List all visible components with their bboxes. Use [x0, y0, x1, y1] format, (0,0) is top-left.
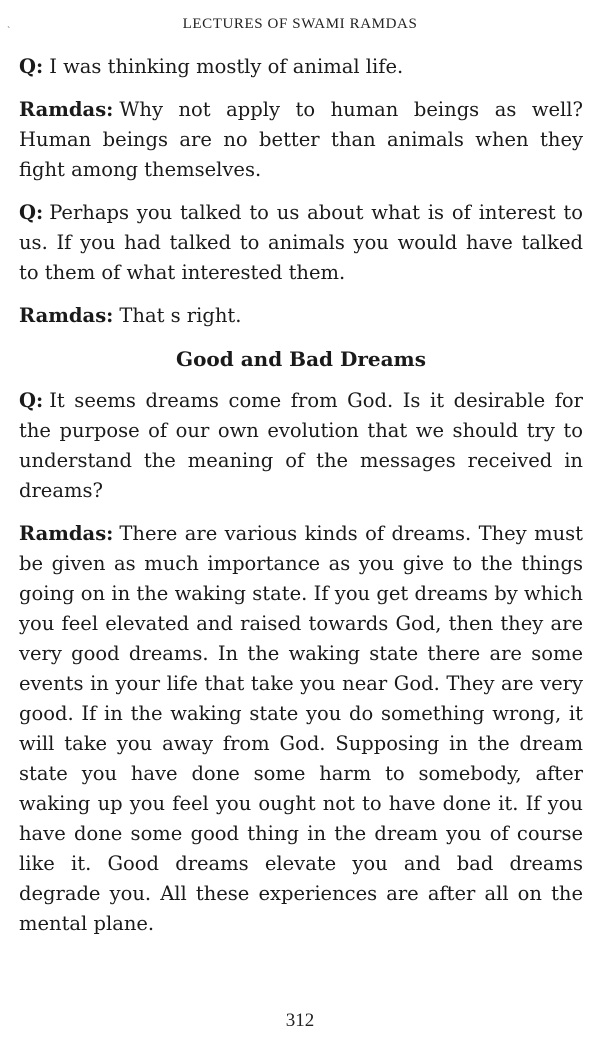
dialogue-paragraph [19, 301, 583, 331]
speaker-label: Q: [19, 201, 44, 224]
dialogue-paragraph [19, 519, 583, 939]
paragraph-text: There are various kinds of dreams. They must be given as much importance as you give to the things going on in the waking state. If you get dreams by which you feel elevated and raised towards God, then they are very good dreams. In the waking state there are some events in your life that take you near God. They are very good. If in the waking state you do something wrong, it will take you away from God. Supposing in the dream state you have done some harm to somebody, after waking up you feel you ought not to have done it. If you have done some good thing in the dream you of course like it. Good dreams elevate you and bad dreams degrade you. All these experiences are after all on the mental plane. [19, 522, 583, 935]
paragraph-text: That s right. [119, 304, 242, 327]
speaker-label: Ramdas: [19, 98, 114, 121]
running-head: LECTURES OF SWAMI RAMDAS [182, 16, 418, 32]
speaker-label: Q: [19, 55, 44, 78]
dialogue-paragraph [19, 95, 583, 185]
section-heading: Good and Bad Dreams [176, 347, 426, 371]
paragraph-text: Perhaps you talked to us about what is of interest to us. If you had talked to animals you would have talked to them of what interested them. [19, 201, 583, 284]
page-number: 312 [285, 1010, 315, 1031]
dialogue-paragraph [19, 198, 583, 288]
speaker-label: Ramdas: [19, 522, 114, 545]
paragraph-text: Why not apply to human beings as well? Human beings are no better than animals when they fight among themselves. [19, 98, 583, 181]
body-text [19, 52, 583, 952]
speaker-label: Q: [19, 389, 44, 412]
dialogue-paragraph [19, 52, 583, 82]
paragraph-text: I was thinking mostly of animal life. [49, 55, 404, 78]
corner-mark: ` [7, 26, 11, 37]
speaker-label: Ramdas: [19, 304, 114, 327]
paragraph-text: It seems dreams come from God. Is it desirable for the purpose of our own evolution that we should try to understand the meaning of the messages received in dreams? [19, 389, 583, 502]
dialogue-paragraph [19, 386, 583, 506]
